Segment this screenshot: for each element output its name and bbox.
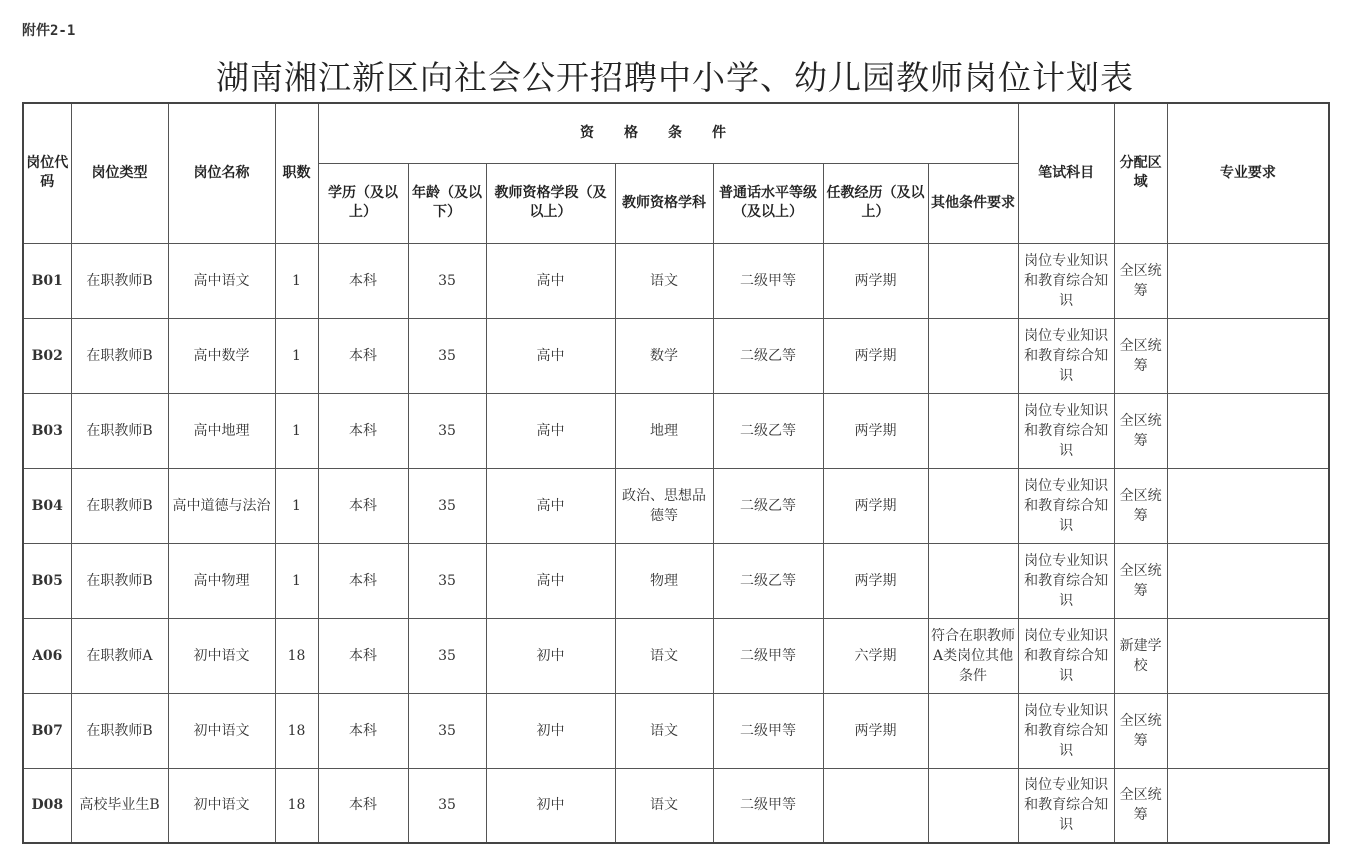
cell-education: 本科 [318, 243, 408, 318]
cell-code: B07 [23, 693, 71, 768]
cell-name: 高中道德与法治 [168, 468, 275, 543]
header-code: 岗位代码 [23, 103, 71, 243]
cell-area: 全区统筹 [1114, 468, 1167, 543]
cell-education: 本科 [318, 693, 408, 768]
cell-subject: 地理 [615, 393, 713, 468]
cell-experience: 两学期 [823, 693, 928, 768]
table-row [23, 318, 1329, 393]
cell-count: 18 [275, 693, 318, 768]
header-major: 专业要求 [1167, 103, 1329, 243]
cell-count: 1 [275, 393, 318, 468]
table-row [23, 543, 1329, 618]
cell-age: 35 [408, 468, 486, 543]
cell-major [1167, 243, 1329, 318]
cell-experience: 六学期 [823, 618, 928, 693]
cell-type: 在职教师B [71, 468, 168, 543]
cell-education: 本科 [318, 768, 408, 843]
cell-education: 本科 [318, 543, 408, 618]
cell-area: 全区统筹 [1114, 543, 1167, 618]
cell-count: 18 [275, 768, 318, 843]
cell-other [928, 243, 1018, 318]
cell-mandarin: 二级乙等 [713, 468, 823, 543]
cell-area: 新建学校 [1114, 618, 1167, 693]
cell-code: B01 [23, 243, 71, 318]
cell-mandarin: 二级甲等 [713, 693, 823, 768]
cell-other [928, 768, 1018, 843]
cell-name: 高中物理 [168, 543, 275, 618]
cell-age: 35 [408, 243, 486, 318]
cell-count: 18 [275, 618, 318, 693]
cell-other [928, 318, 1018, 393]
cell-exam: 岗位专业知识和教育综合知识 [1018, 618, 1114, 693]
cell-name: 初中语文 [168, 618, 275, 693]
cell-age: 35 [408, 768, 486, 843]
cell-area: 全区统筹 [1114, 243, 1167, 318]
cell-name: 高中数学 [168, 318, 275, 393]
header-type: 岗位类型 [71, 103, 168, 243]
header-cert-stage: 教师资格学段（及以上） [486, 163, 615, 243]
cell-subject: 物理 [615, 543, 713, 618]
cell-type: 在职教师A [71, 618, 168, 693]
cell-major [1167, 768, 1329, 843]
cell-code: B05 [23, 543, 71, 618]
cell-other [928, 543, 1018, 618]
cell-stage: 高中 [486, 543, 615, 618]
cell-count: 1 [275, 243, 318, 318]
cell-subject: 数学 [615, 318, 713, 393]
header-mandarin: 普通话水平等级（及以上） [713, 163, 823, 243]
cell-name: 高中语文 [168, 243, 275, 318]
cell-major [1167, 693, 1329, 768]
cell-stage: 初中 [486, 768, 615, 843]
cell-exam: 岗位专业知识和教育综合知识 [1018, 468, 1114, 543]
cell-name: 初中语文 [168, 693, 275, 768]
header-exam: 笔试科目 [1018, 103, 1114, 243]
cell-experience: 两学期 [823, 318, 928, 393]
cell-count: 1 [275, 318, 318, 393]
header-qualifications: 资格条件 [318, 103, 1018, 163]
table-row [23, 243, 1329, 318]
cell-major [1167, 618, 1329, 693]
header-other: 其他条件要求 [928, 163, 1018, 243]
cell-major [1167, 318, 1329, 393]
cell-type: 在职教师B [71, 693, 168, 768]
cell-age: 35 [408, 318, 486, 393]
header-experience: 任教经历（及以上） [823, 163, 928, 243]
cell-name: 高中地理 [168, 393, 275, 468]
position-plan-table [22, 102, 1330, 844]
cell-type: 在职教师B [71, 543, 168, 618]
table-row [23, 618, 1329, 693]
cell-type: 高校毕业生B [71, 768, 168, 843]
cell-subject: 政治、思想品德等 [615, 468, 713, 543]
cell-count: 1 [275, 468, 318, 543]
cell-experience: 两学期 [823, 468, 928, 543]
cell-mandarin: 二级乙等 [713, 393, 823, 468]
cell-area: 全区统筹 [1114, 768, 1167, 843]
cell-area: 全区统筹 [1114, 393, 1167, 468]
header-age: 年龄（及以下） [408, 163, 486, 243]
header-count: 职数 [275, 103, 318, 243]
cell-subject: 语文 [615, 693, 713, 768]
cell-subject: 语文 [615, 618, 713, 693]
cell-name: 初中语文 [168, 768, 275, 843]
cell-stage: 高中 [486, 393, 615, 468]
cell-education: 本科 [318, 393, 408, 468]
header-name: 岗位名称 [168, 103, 275, 243]
page-title: 湖南湘江新区向社会公开招聘中小学、幼儿园教师岗位计划表 [216, 58, 1134, 97]
cell-major [1167, 393, 1329, 468]
cell-type: 在职教师B [71, 318, 168, 393]
cell-stage: 高中 [486, 243, 615, 318]
cell-experience [823, 768, 928, 843]
cell-age: 35 [408, 543, 486, 618]
header-education: 学历（及以上） [318, 163, 408, 243]
cell-exam: 岗位专业知识和教育综合知识 [1018, 393, 1114, 468]
cell-code: D08 [23, 768, 71, 843]
cell-type: 在职教师B [71, 243, 168, 318]
cell-count: 1 [275, 543, 318, 618]
table-row [23, 393, 1329, 468]
cell-age: 35 [408, 393, 486, 468]
cell-code: B03 [23, 393, 71, 468]
table-row [23, 468, 1329, 543]
cell-mandarin: 二级甲等 [713, 768, 823, 843]
cell-mandarin: 二级甲等 [713, 243, 823, 318]
cell-stage: 高中 [486, 468, 615, 543]
cell-education: 本科 [318, 468, 408, 543]
cell-exam: 岗位专业知识和教育综合知识 [1018, 543, 1114, 618]
cell-other [928, 393, 1018, 468]
cell-exam: 岗位专业知识和教育综合知识 [1018, 693, 1114, 768]
header-cert-subject: 教师资格学科 [615, 163, 713, 243]
cell-exam: 岗位专业知识和教育综合知识 [1018, 318, 1114, 393]
annex-label: 附件2-1 [22, 23, 76, 39]
cell-code: B04 [23, 468, 71, 543]
cell-subject: 语文 [615, 768, 713, 843]
cell-code: A06 [23, 618, 71, 693]
cell-type: 在职教师B [71, 393, 168, 468]
cell-education: 本科 [318, 318, 408, 393]
header-area: 分配区域 [1114, 103, 1167, 243]
table-row [23, 768, 1329, 843]
cell-other [928, 693, 1018, 768]
cell-mandarin: 二级甲等 [713, 618, 823, 693]
cell-area: 全区统筹 [1114, 693, 1167, 768]
cell-major [1167, 543, 1329, 618]
cell-mandarin: 二级乙等 [713, 318, 823, 393]
cell-age: 35 [408, 693, 486, 768]
table-row [23, 693, 1329, 768]
cell-education: 本科 [318, 618, 408, 693]
cell-major [1167, 468, 1329, 543]
cell-exam: 岗位专业知识和教育综合知识 [1018, 768, 1114, 843]
cell-stage: 高中 [486, 318, 615, 393]
cell-other: 符合在职教师A类岗位其他条件 [928, 618, 1018, 693]
cell-stage: 初中 [486, 618, 615, 693]
cell-stage: 初中 [486, 693, 615, 768]
cell-code: B02 [23, 318, 71, 393]
cell-age: 35 [408, 618, 486, 693]
cell-area: 全区统筹 [1114, 318, 1167, 393]
cell-other [928, 468, 1018, 543]
cell-experience: 两学期 [823, 393, 928, 468]
cell-exam: 岗位专业知识和教育综合知识 [1018, 243, 1114, 318]
cell-mandarin: 二级乙等 [713, 543, 823, 618]
cell-experience: 两学期 [823, 243, 928, 318]
cell-experience: 两学期 [823, 543, 928, 618]
cell-subject: 语文 [615, 243, 713, 318]
